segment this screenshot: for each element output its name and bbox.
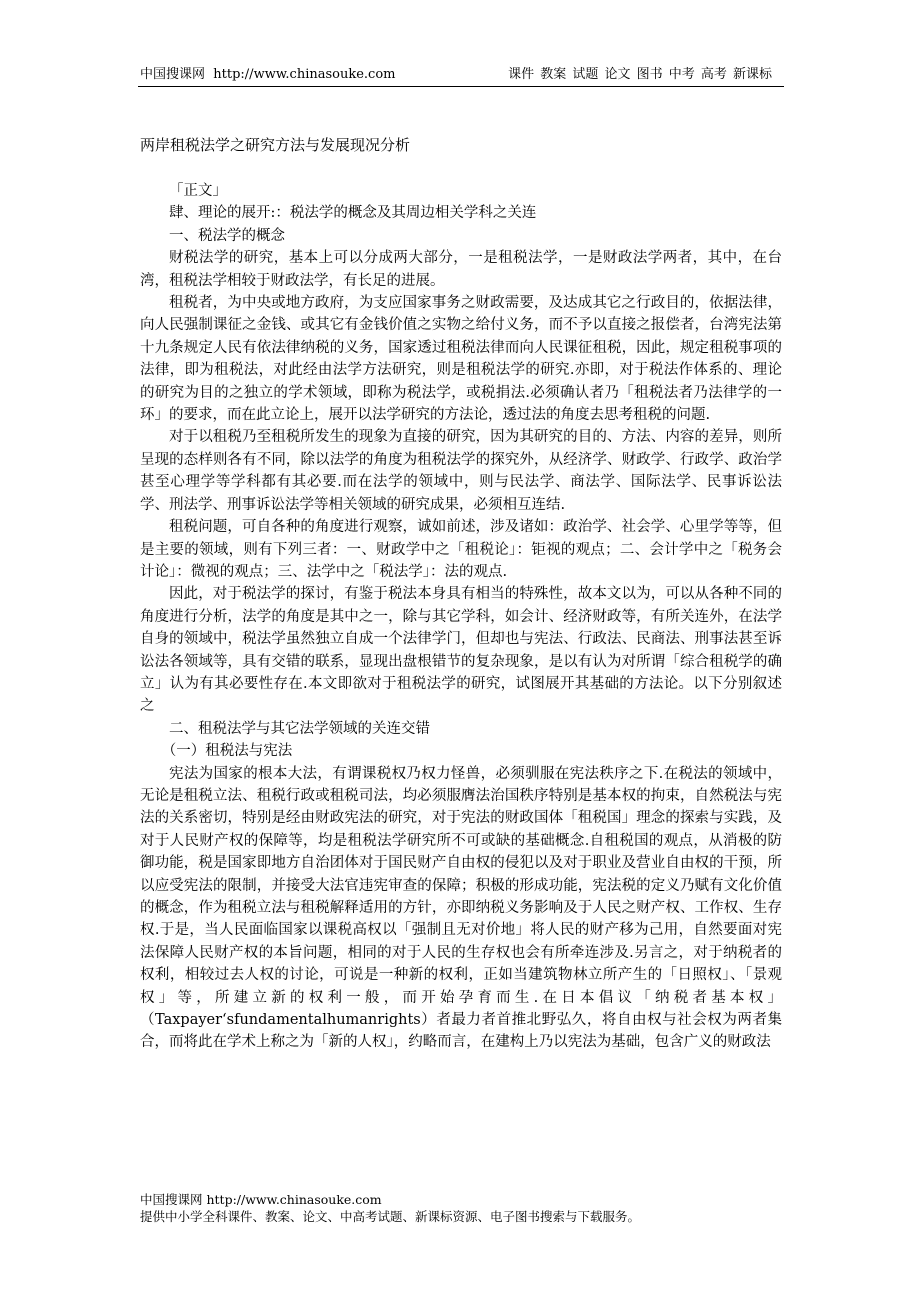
body-paragraph: 因此，对于税法学的探讨，有鉴于税法本身具有相当的特殊性，故本文以为，可以从各种不同的角度进行分析，法学的角度是其中之一，除与其它学科，如会计、经济财政等，有所关连外，在法学自身的领域中，税法学虽然独立自成一个法律学门，但却也与宪法、行政法、民商法、刑事法甚至诉讼法各领域等，具有交错的联系，显现出盘根错节的复杂现象，是以有认为对所谓「综合租税学的确立」认为有其必要性存在.本文即欲对于租税法学的研究，试图展开其基础的方法论。以下分别叙述之 [140,586,782,715]
subsection-heading: 一、税法学的概念 [169,227,285,244]
body-paragraph: 宪法为国家的根本大法，有谓课税权乃权力怪兽，必须驯服在宪法秩序之下.在税法的领域中，无论是租税立法、租税行政或租税司法，均必须服膺法治国秩序特别是基本权的拘束，自然税法与宪法的关系密切，特别是经由财政宪法的研究，对于宪法的财政国体「租税国」理念的探索与实践，及对于人民财产权的保障等，均是租税法学研究所不可或缺的基础概念.自租税国的观点，从消极的防御功能，税是国家即地方自治团体对于国民财产自由权的侵犯以及对于职业及营业自由权的干预，所以应受宪法的限制，并接受大法官违宪审查的保障；积极的形成功能，宪法税的定义乃赋有文化价值的概念，作为租税立法与租税解释适用的方针，亦即纳税义务影响及于人民之财产权、工作权、生存权.于是，当人民面临国家以课税高权以「强制且无对价地」将人民的财产移为己用，自然要面对宪法保障人民财产权的本旨问题，相同的对于人民的生存权也会有所牵连涉及.另言之，对于纳税者的权利，相较过去人权的讨论，可说是一种新的权利，正如当建筑物林立所产生的「日照权」、「景观权」等，所建立新的权利一般，而开始孕育而生.在日本倡议「纳税者基本权」（Taxpayer‘sfundamentalhumanrights）者最力者首推北野弘久，将自由权与社会权为两者集合，而将此在学术上称之为「新的人权」，约略而言，在建构上乃以宪法为基础，包含广义的财政法 [140,765,782,1051]
body-paragraph: 租税问题，可自各种的角度进行观察，诚如前述，涉及诸如：政治学、社会学、心里学等等，但是主要的领域，则有下列三者：一、财政学中之「租税论」：钜视的观点；二、会计学中之「税务会计论」：微视的观点；三、法学中之「税法学」：法的观点. [140,519,782,580]
page-header [140,66,782,86]
body-paragraph: 租税者，为中央或地方政府，为支应国家事务之财政需要，及达成其它之行政目的，依据法律，向人民强制课征之金钱、或其它有金钱价值之实物之给付义务，而不予以直接之报偿者，台湾宪法第十九条规定人民有依法律纳税的义务，国家透过租税法律而向人民课征租税，因此，规定租税事项的法律，即为租税法，对此经由法学方法研究，则是租税法学的研究.亦即，对于税法作体系的、理论的研究为目的之独立的学术领域，即称为税法学，或税捐法.必须确认者乃「租税法者乃法律学的一环」的要求，而在此立论上，展开以法学研究的方法论，透过法的角度去思考租税的问题. [140,295,782,424]
footer-service-line: 提供中小学全科课件、教案、论文、中高考试题、新课标资源、电子图书搜索与下载服务。 [140,1209,641,1224]
body-paragraph: 对于以租税乃至租税所发生的现象为直接的研究，因为其研究的目的、方法、内容的差异，则所呈现的态样则各有不同，除以法学的角度为租税法学的探究外，从经济学、财政学、行政学、政治学甚至心理学等学科都有其必要.而在法学的领域中，则与民法学、商法学、国际法学、民事诉讼法学、刑法学、刑事诉讼法学等相关领域的研究成果，必须相互连结. [140,429,782,513]
body-paragraph: 财税法学的研究，基本上可以分成两大部分，一是租税法学，一是财政法学两者，其中，在台湾，租税法学相较于财政法学，有长足的进展。 [140,250,782,289]
header-categories: 课件 教案 试题 论文 图书 中考 高考 新课标 [508,67,772,82]
header-site [140,66,395,84]
footer-site-line: 中国搜课网 http://www.chinasouke.com [140,1192,382,1207]
page-footer [140,1191,782,1225]
header-site-name: 中国搜课网 [140,67,206,82]
header-site-url[interactable]: http://www.chinasouke.com [213,67,396,82]
section-heading: 肆、理论的展开:：税法学的概念及其周边相关学科之关连 [169,205,537,222]
document-title: 两岸租税法学之研究方法与发展现况分析 [140,136,411,154]
header-divider [138,86,784,87]
subsection-heading: （一）租税法与宪法 [161,743,293,760]
document-body [140,180,782,1054]
subsection-heading: 二、租税法学与其它法学领域的关连交错 [169,720,430,737]
section-marker: 「正文」 [169,183,227,199]
